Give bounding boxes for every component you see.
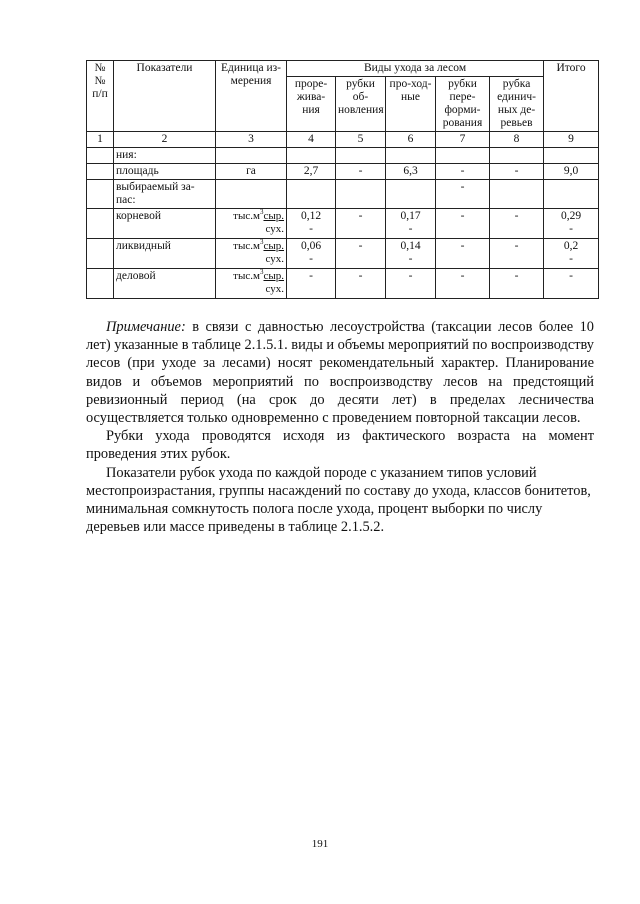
col-number: 8 [490,132,544,148]
unit-superscript: 3 [259,268,264,276]
value-dry: - [569,223,573,235]
col-number: 5 [336,132,386,148]
page-number: 191 [311,838,329,850]
row-label: ния: [114,148,216,164]
note-text: в связи с давностью лесоустройства (таксации лесов более 10 лет) указанные в таблице 2.1.5.1. виды и объемы мероприятий по воспроизводству лесов (при уходе за лесами) носят рекомендательный характер. Планирование видов и объемов мероприятий по воспроизводству лесов на предстоящий ревизионный период (на срок до десяти лет) в пределах лесничества осуществляется только одновременно с проведением повторной таксации лесов. [86,319,594,427]
table-row [87,148,599,164]
cell-value: - [544,269,599,299]
cell-value [544,148,599,164]
cell-value [386,209,436,239]
cell-value [336,148,386,164]
header-total: Итого [544,61,599,132]
cell-value: - [386,269,436,299]
cell-value [386,180,436,209]
notes-section [86,318,594,536]
row-unit [216,180,287,209]
unit-dry: сух. [265,283,284,295]
cell-value [287,239,336,269]
note-label: Примечание: [106,319,186,335]
cell-value: 2,7 [287,164,336,180]
care-types-table [86,60,599,299]
table-row [87,239,599,269]
cell-value [287,180,336,209]
paragraph-rubki-age: Рубки ухода проводятся исходя из фактического возраста на момент проведения этих рубок. [86,428,594,463]
cell-value: - [490,209,544,239]
value-dry: - [408,253,413,265]
cell-value: - [436,180,490,209]
unit-dry: сух. [265,223,284,235]
value-raw: 0,06 [300,240,322,252]
header-unit: Единица из-мерения [216,61,287,132]
cell-value: - [287,269,336,299]
header-care-types: Виды ухода за лесом [287,61,544,77]
header-type-single-tree: рубка единич-ных де-ревьев [490,77,544,132]
col-number: 3 [216,132,287,148]
cell-value: - [336,164,386,180]
col-number: 6 [386,132,436,148]
unit-prefix: тыс.м [233,240,260,252]
cell-value [386,148,436,164]
cell-value: - [336,269,386,299]
value-raw: 0,17 [400,210,421,222]
value-raw: 0,2 [563,240,579,252]
header-type-passage: про-ход-ные [386,77,436,132]
cell-value [544,239,599,269]
value-raw: 0,14 [400,240,421,252]
table-row [87,209,599,239]
unit-dry: сух. [265,253,284,265]
cell-value: 6,3 [386,164,436,180]
cell-value [336,180,386,209]
row-unit [216,239,287,269]
col-number: 1 [87,132,114,148]
unit-superscript: 3 [259,238,264,246]
row-unit: га [216,164,287,180]
row-label: ликвидный [114,239,216,269]
value-raw: 0,29 [560,210,582,222]
row-unit [216,269,287,299]
row-label: деловой [114,269,216,299]
cell-value [490,148,544,164]
col-number: 9 [544,132,599,148]
column-number-row [87,132,599,148]
header-num: № № п/п [87,61,114,132]
row-unit [216,148,287,164]
row-label: корневой [114,209,216,239]
unit-raw: сыр. [263,270,284,282]
cell-value: - [436,269,490,299]
unit-prefix: тыс.м [233,270,260,282]
value-dry: - [309,223,313,235]
cell-value: - [436,239,490,269]
row-label: площадь [114,164,216,180]
header-type-reformation: рубки пере-форми-рования [436,77,490,132]
unit-superscript: 3 [259,208,264,216]
value-dry: - [408,223,413,235]
cell-value: 9,0 [544,164,599,180]
value-dry: - [309,253,313,265]
col-number: 4 [287,132,336,148]
cell-value [287,209,336,239]
unit-raw: сыр. [263,240,284,252]
header-type-thinning: проре-жива-ния [287,77,336,132]
note-paragraph [86,318,594,427]
cell-value [386,239,436,269]
cell-value: - [436,209,490,239]
cell-value [544,180,599,209]
row-label: выбираемый за-пас: [114,180,216,209]
unit-prefix: тыс.м [233,210,260,222]
cell-value: - [490,164,544,180]
cell-value: - [490,239,544,269]
cell-value [287,148,336,164]
cell-value: - [336,209,386,239]
table-row [87,180,599,209]
col-number: 7 [436,132,490,148]
row-unit [216,209,287,239]
cell-value [436,148,490,164]
cell-value: - [436,164,490,180]
paragraph-rubki-indicators: Показатели рубок ухода по каждой породе с указанием типов условий местопроизрастания, группы насаждений по составу до ухода, классов бонитетов, минимальная сомкнутость полога после ухода, процент выборки по числу деревьев или массе приведены в таблице 2.1.5.2. [86,464,591,536]
header-indicators: Показатели [114,61,216,132]
col-number: 2 [114,132,216,148]
cell-value: - [336,239,386,269]
table-row [87,269,599,299]
unit-raw: сыр. [263,210,284,222]
header-type-renewal: рубки об-новления [336,77,386,132]
cell-value: - [490,269,544,299]
value-raw: 0,12 [300,210,322,222]
table-row [87,164,599,180]
value-dry: - [569,253,573,265]
cell-value [544,209,599,239]
cell-value [490,180,544,209]
